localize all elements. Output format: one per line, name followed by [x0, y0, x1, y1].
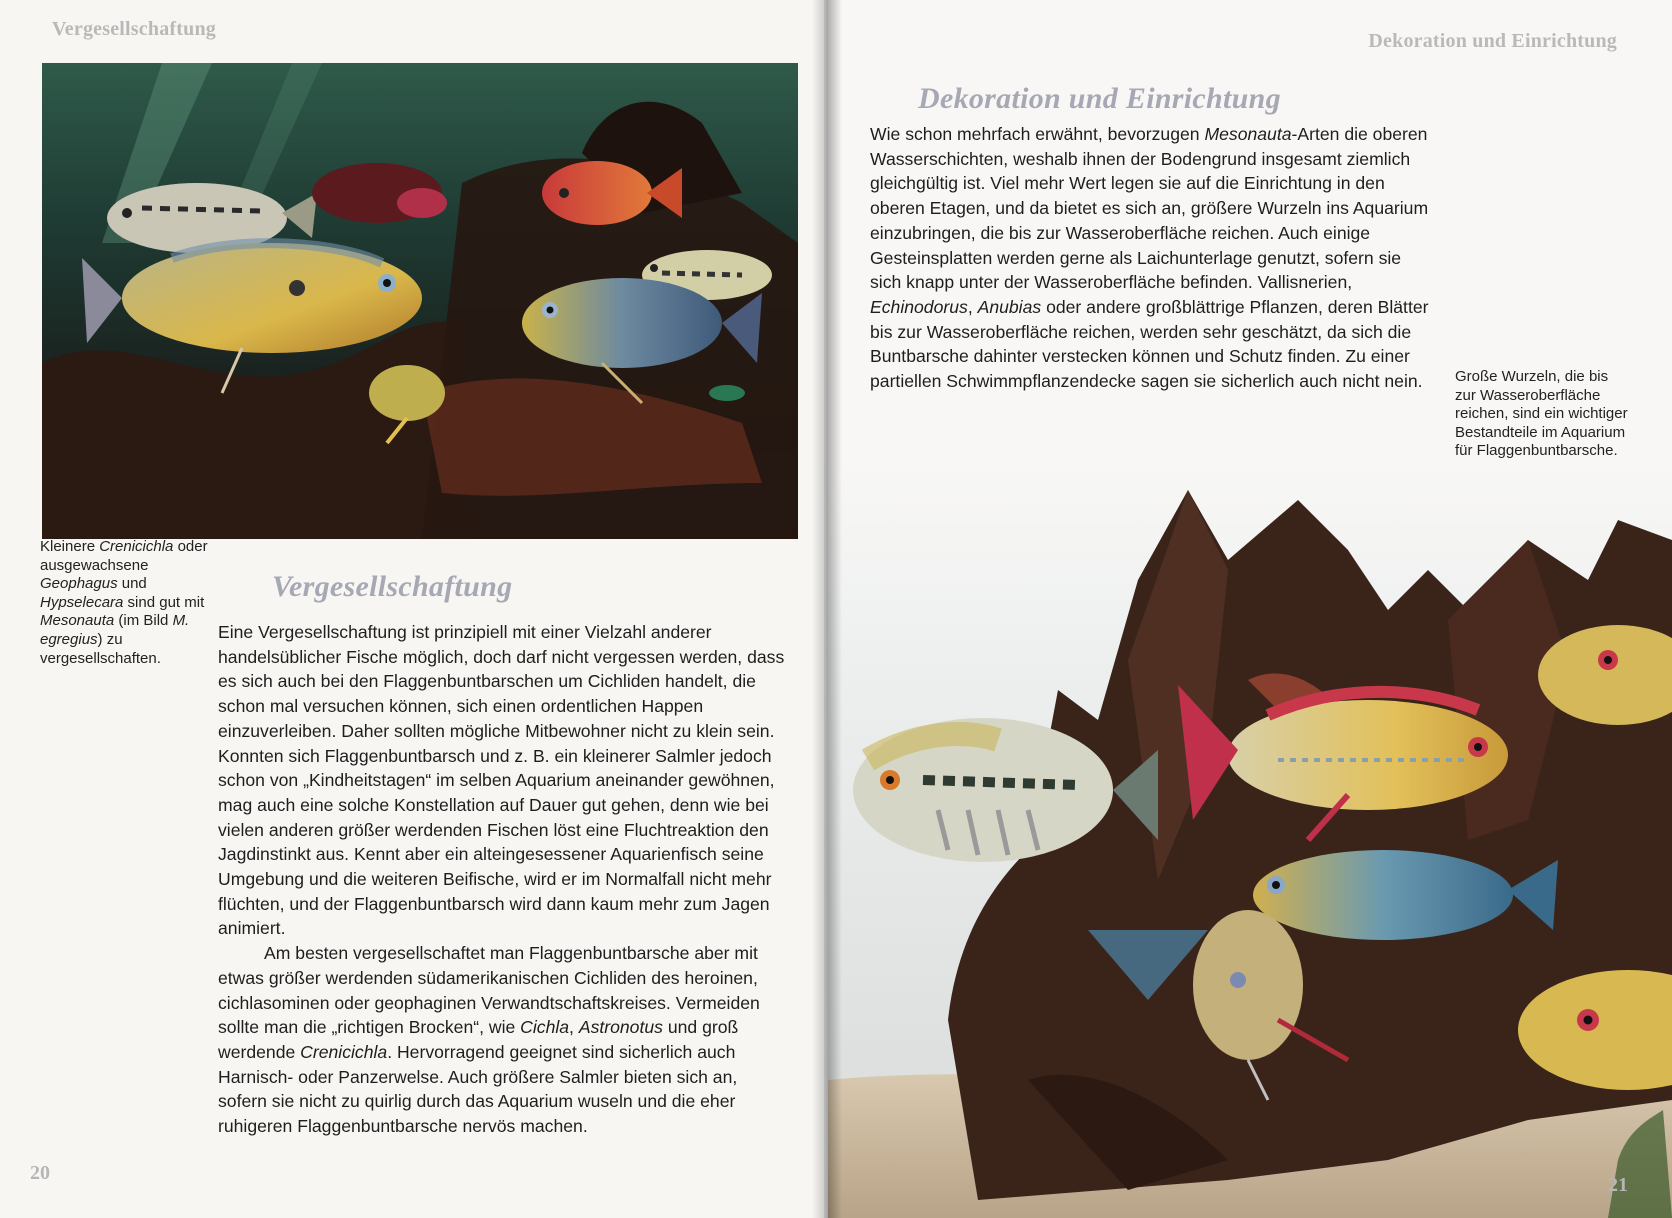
text-span: -Arten die oberen Wasserschichten, weshalb ihnen der Bodengrund insgesamt ziemlich gleichgültig ist. Viel mehr Wert legen sie auf die Einrichtung in den oberen Etagen, und da bietet es sich an, größere Wurzeln ins Aquarium einzubringen, die bis zur Wasseroberfläche reichen. Auch einige Gesteinsplatten werden gerne als Laichunterlage genutzt, sofern sie sich knapp unter der Wasseroberfläche befinden. Vallisnerien,	[870, 124, 1429, 293]
text-span-italic: Anubias	[977, 296, 1042, 317]
paragraph-2	[218, 941, 786, 1139]
paragraph-1	[218, 620, 786, 941]
body-text-left	[218, 620, 786, 1139]
page-number-left: 20	[30, 1162, 50, 1184]
text-span-italic: Cichla	[520, 1017, 570, 1038]
caption-span-italic: Geophagus	[40, 575, 118, 593]
photo-caption-right: Große Wurzeln, die bis zur Wasseroberfläche reichen, sind ein wichtiger Bestandteile im Aquarium für Flaggenbuntbarsche.	[1455, 368, 1628, 460]
text-span-italic: Echinodorus	[870, 296, 968, 317]
caption-span-italic: Hypselecara	[40, 593, 124, 611]
running-head-right: Dekoration und Einrichtung	[1368, 30, 1617, 52]
body-text-right	[870, 122, 1430, 394]
page-number-right: 21	[1608, 1174, 1628, 1196]
text-span: ,	[967, 296, 978, 317]
right-page	[828, 0, 1672, 1218]
paragraph-1	[870, 122, 1430, 394]
left-page	[0, 0, 824, 1218]
text-span: Eine Vergesellschaftung ist prinzipiell mit einer Vielzahl anderer handelsüblicher Fische möglich, doch darf nicht vergessen werden, dass es sich auch bei den Flaggenbuntbarschen um Cichliden handelt, die schon mal versuchen können, sich einen ordentlichen Happen einzuverleiben. Daher sollten mögliche Mitbewohner nicht zu klein sein. Konnten sich Flaggenbuntbarsch und z. B. ein kleinerer Salmler jedoch schon von „Kindheitstagen“ im selben Aquarium aneinander gewöhnen, mag auch eine solche Konstellation auf Dauer gut gehen, denn wie bei vielen anderen größer werdenden Fischen löst eine Fluchtreaktion den Jagdinstinkt aus. Kennt aber ein alteingesessener Aquarienfisch seine Umgebung und die weiteren Beifische, wird er im Normalfall nicht mehr flüchten, und der Flaggenbuntbarsch wird dann kaum mehr zum Jagen animiert.	[218, 622, 785, 939]
text-span: ,	[569, 1017, 579, 1038]
caption-span: ) zu vergesellschaften.	[40, 630, 161, 667]
text-span-italic: Mesonauta	[1204, 124, 1292, 144]
text-span: und groß werdende	[218, 1017, 739, 1062]
caption-span: und	[117, 575, 147, 593]
caption-span: sind gut mit	[123, 593, 205, 611]
aquarium-photo-cichlids	[42, 63, 798, 539]
text-span: oder andere großblättrige Pflanzen, deren Blätter bis zur Wasseroberfläche reichen, werden sehr geschätzt, da sich die Buntbarsche dahinter verstecken können und Schutz finden. Zu einer partiellen Schwimmpflanzendecke sagen sie sicherlich auch nicht nein.	[870, 296, 1429, 392]
caption-span: (im Bild	[114, 612, 173, 630]
caption-span-italic: Mesonauta	[40, 612, 115, 630]
caption-span-italic: M. egregius	[40, 612, 190, 648]
text-span: . Hervorragend geeignet sind sicherlich auch Harnisch- oder Panzerwelse. Auch größere Salmler bieten sich an, sofern sie nicht zu quirlig durch das Aquarium wuseln und die eher ruhigeren Flaggenbuntbarsche nervös machen.	[218, 1041, 738, 1137]
running-head-left: Vergesellschaftung	[52, 18, 216, 40]
text-span: Am besten vergesellschaftet man Flaggenbuntbarsche aber mit etwas größer werdenden südamerikanischen Cichliden des heroinen, cichlasominen oder geophaginen Verwandtschaftskreises. Vermeiden sollte man die „richtigen Brocken“, wie	[218, 943, 760, 1038]
text-span-italic: Crenicichla	[300, 1041, 388, 1062]
caption-span: Kleinere	[40, 538, 100, 555]
section-heading-left: Vergesellschaftung	[272, 570, 513, 603]
book-gutter-shadow	[812, 0, 842, 1218]
caption-span: oder ausgewachsene	[40, 538, 208, 574]
text-span-italic: Astronotus	[578, 1017, 663, 1038]
aquarium-photo-driftwood	[828, 460, 1672, 1218]
photo-caption-left	[40, 538, 212, 668]
text-span: Wie schon mehrfach erwähnt, bevorzugen	[870, 124, 1205, 144]
caption-span-italic: Crenicichla	[99, 538, 174, 555]
section-heading-right: Dekoration und Einrichtung	[918, 82, 1281, 115]
